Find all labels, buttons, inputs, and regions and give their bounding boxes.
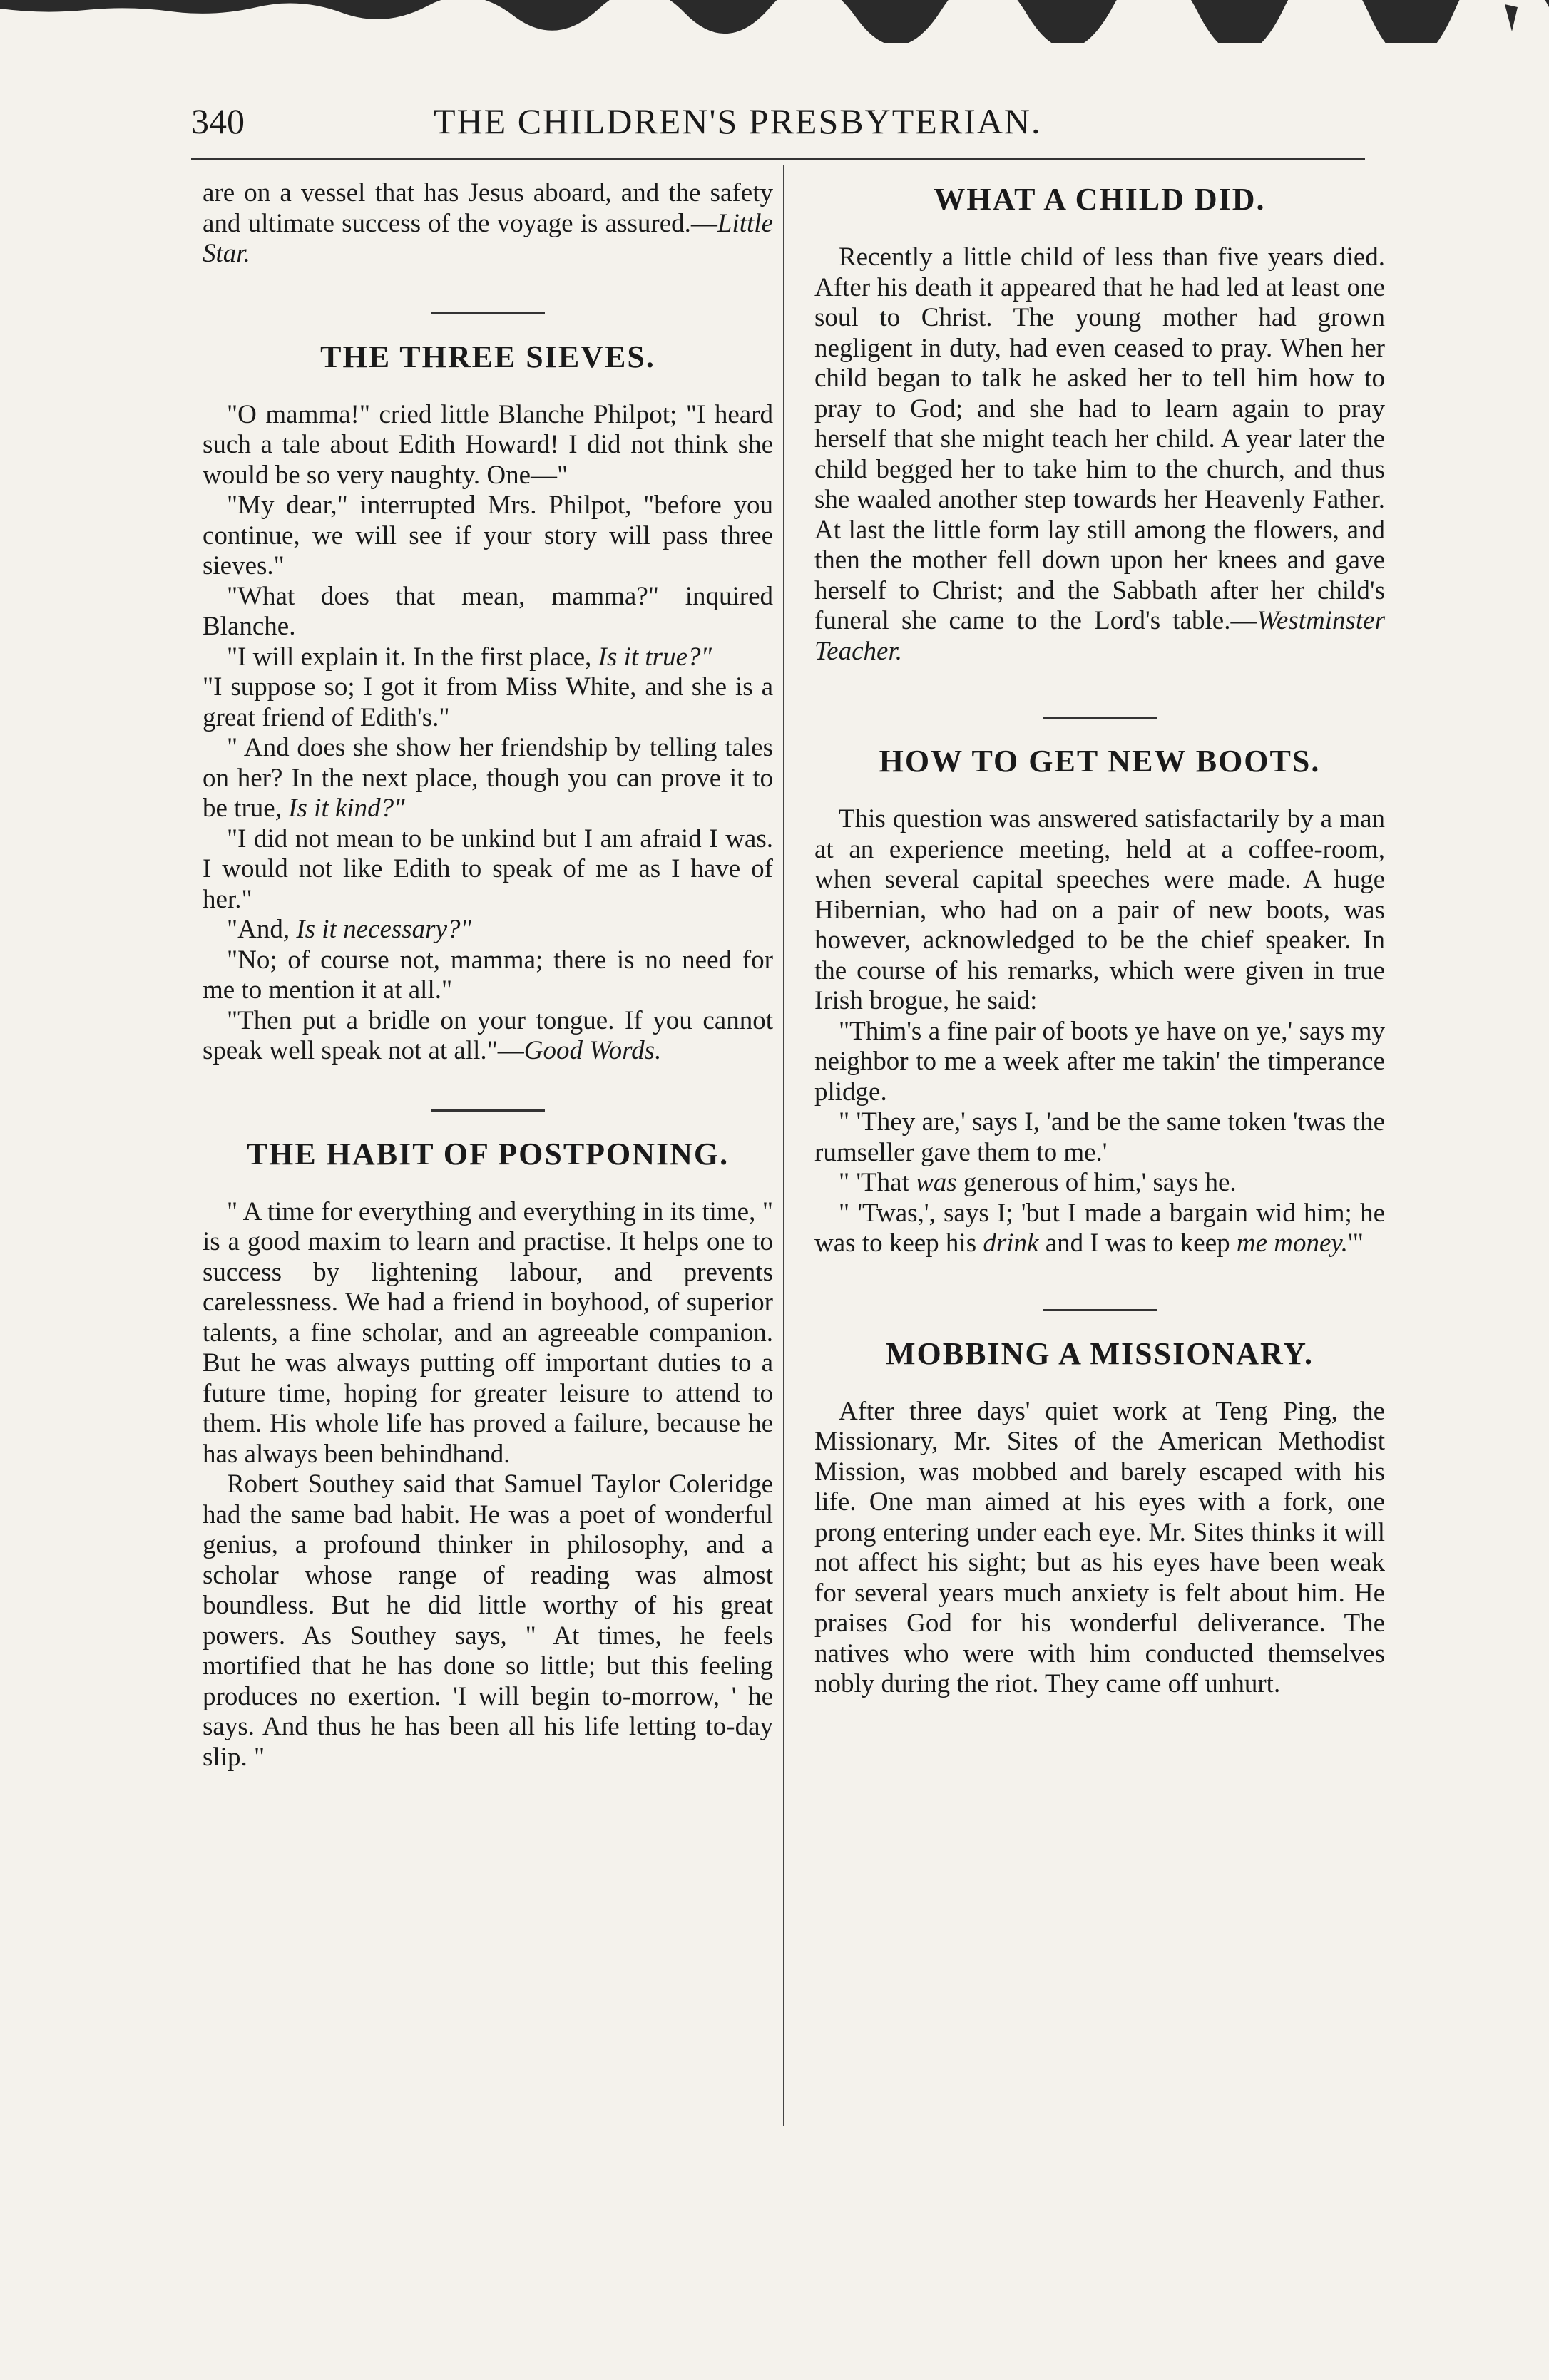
boots-p5-em2: me money. <box>1236 1229 1349 1258</box>
boots-p1: This question was answered satisfactarily by a man at an experience meeting, held at a coffee-room, when several capital speeches were made. A huge Hibernian, who had on a pair of new boots, was however, acknowledged to be the chief speaker. In the course of his remarks, which were given in true Irish brogue, he said: <box>814 804 1385 1015</box>
three-sieves-p4-text: "I will explain it. In the first place, <box>227 642 598 672</box>
intro-source: Little Star. <box>203 208 773 268</box>
right-column <box>814 178 1385 1700</box>
missionary-title: MOBBING A MISSIONARY. <box>886 1335 1314 1371</box>
boots-p5 <box>814 1199 1385 1259</box>
boots-p3: " 'They are,' says I, 'and be the same token 'twas the rumseller gave them to me.' <box>814 1107 1385 1167</box>
three-sieves-p5: "I suppose so; I got it from Miss White, and she is a great friend of Edith's." <box>203 672 773 732</box>
torn-top-edge <box>0 0 1549 43</box>
boots-p5-a: " 'Twas,', says I; 'but I made a bargain wid him; he was to keep his <box>814 1198 1385 1258</box>
boots-p4 <box>814 1168 1385 1199</box>
postponing-title: THE HABIT OF POSTPONING. <box>246 1136 730 1171</box>
boots-p5-b: and I was to keep <box>1038 1229 1237 1258</box>
three-sieves-p3: "What does that mean, mamma?" inquired Blanche. <box>203 581 773 641</box>
three-sieves-title: THE THREE SIEVES. <box>320 339 655 374</box>
three-sieves-p8 <box>203 915 773 945</box>
boots-p5-em1: drink <box>983 1229 1039 1258</box>
three-sieves-p2: "My dear," interrupted Mrs. Philpot, "before you continue, we will see if your story will pass three sieves." <box>203 491 773 580</box>
left-column <box>203 178 773 1773</box>
postponing-p1: " A time for everything and everything in its time, " is a good maxim to learn and practise. It helps one to success by lightening labour, and prevents carelessness. We had a friend in boyhood, of superior talents, a fine scholar, and an agreeable companion. But he was always putting off important duties to a future time, hoping for greater leisure to attend to them. His whole life has proved a failure, because he has always been behindhand. <box>203 1196 773 1469</box>
boots-p4-a: " 'That <box>839 1168 916 1197</box>
three-sieves-p6-em: Is it kind?" <box>288 794 405 823</box>
page-number: 340 <box>191 101 245 141</box>
three-sieves-p10 <box>203 1006 773 1067</box>
intro-text: are on a vessel that has Jesus aboard, and the safety and ultimate success of the voyage is assured.— <box>203 178 773 238</box>
boots-p2: "Thim's a fine pair of boots ye have on ye,' says my neighbor to me a week after me takin' the timperance plidge. <box>814 1016 1385 1107</box>
child-p1 <box>814 242 1385 667</box>
header-rule <box>191 158 1365 160</box>
three-sieves-p4 <box>203 642 773 673</box>
three-sieves-p6-text: " And does she show her friendship by telling tales on her? In the next place, though you can prove it to be true, <box>203 733 773 823</box>
three-sieves-p8-text: "And, <box>227 915 297 944</box>
three-sieves-p10-text: "Then put a bridle on your tongue. If you cannot speak well speak not at all."— <box>203 1005 773 1065</box>
child-source: Westminster Teacher. <box>814 606 1385 666</box>
intro-paragraph <box>203 178 773 270</box>
three-sieves-p7: "I did not mean to be unkind but I am afraid I was. I would not like Edith to speak of me as I have of her." <box>203 824 773 914</box>
postponing-p2: Robert Southey said that Samuel Taylor Coleridge had the same bad habit. He was a poet of wonderful genius, a profound thinker in philosophy, and a scholar whose range of reading was almost boundless. But he did little worthy of his great powers. As Southey says, " At times, he feels mortified that he has done so little; but this feeling produces no exertion. 'I will begin to-morrow, ' he says. And thus he has been all his life letting to-day slip. " <box>203 1469 773 1772</box>
three-sieves-source: Good Words. <box>523 1036 662 1065</box>
boots-p5-c: '" <box>1348 1229 1364 1258</box>
page-header <box>191 93 1365 157</box>
three-sieves-p9: "No; of course not, mamma; there is no need for me to mention it at all." <box>203 945 773 1005</box>
column-divider <box>783 165 784 2126</box>
missionary-p1: After three days' quiet work at Teng Ping, the Missionary, Mr. Sites of the American Methodist Mission, was mobbed and barely escaped with his life. One man aimed at his eyes with a fork, one prong entering under each eye. Mr. Sites thinks it will not affect his sight; but as his eyes have been weak for several years much anxiety is felt about him. He praises God for his wonderful deliverance. The natives who were with him conducted themselves nobly during the riot. They came off unhurt. <box>814 1396 1385 1698</box>
three-sieves-p4-em: Is it true?" <box>598 642 712 672</box>
three-sieves-p1: "O mamma!" cried little Blanche Philpot; "I heard such a tale about Edith Howard! I did not think she would be so very naughty. One—" <box>203 399 773 490</box>
child-title: WHAT A CHILD DID. <box>934 182 1266 217</box>
boots-p4-b: generous of him,' says he. <box>956 1168 1237 1197</box>
running-title: THE CHILDREN'S PRESBYTERIAN. <box>434 101 1042 141</box>
three-sieves-p6 <box>203 733 773 824</box>
child-p1-text: Recently a little child of less than five years died. After his death it appeared that he had led at least one soul to Christ. The young mother had grown negligent in duty, had even ceased to pray. When her child began to talk he asked her to tell him how to pray to God; and she had to learn again to pray herself that she might teach her child. A year later the child begged her to take him to the church, and thus she waaled another step towards her Heavenly Father. At last the little form lay still among the flowers, and then the mother fell down upon her knees and gave herself to Christ; and the Sabbath after her child's funeral she came to the Lord's table.— <box>814 242 1385 635</box>
boots-p4-em: was <box>916 1168 957 1197</box>
boots-title: HOW TO GET NEW BOOTS. <box>879 744 1321 779</box>
three-sieves-p8-em: Is it necessary?" <box>296 915 472 944</box>
